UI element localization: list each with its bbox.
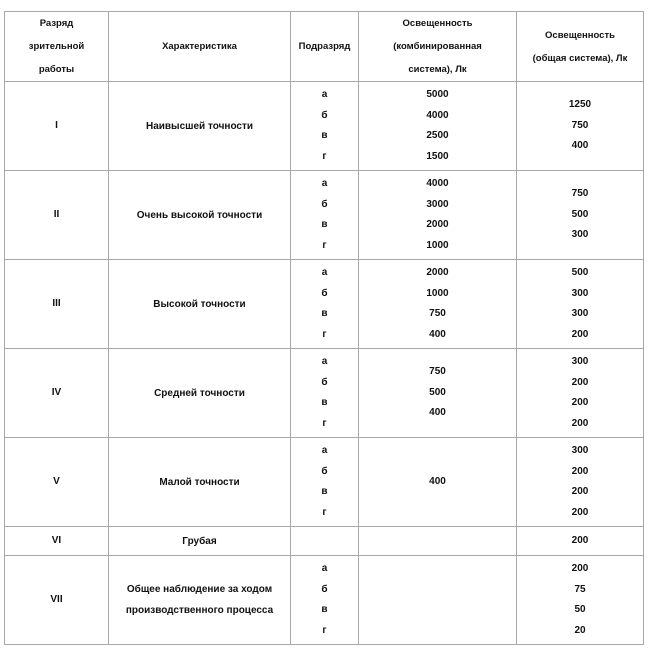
table-header: [5, 12, 644, 82]
general-illumination-cell-value: 200: [571, 465, 589, 477]
combined-illumination-cell: [359, 349, 517, 438]
table-body: [5, 82, 644, 645]
subgrade-cell: [291, 82, 359, 171]
general-illumination-cell-value: 200: [571, 563, 589, 574]
characteristic-cell-value: Очень высокой точности: [136, 209, 263, 221]
grade-cell: VI: [5, 527, 109, 556]
header-characteristic: [109, 12, 291, 82]
general-illumination-cell-value: 20: [574, 624, 586, 636]
subgrade-cell-value: б: [321, 287, 328, 299]
general-illumination-cell-value: 50: [574, 604, 586, 615]
general-illumination-cell-value: 200: [571, 328, 589, 340]
combined-illumination-cell: [359, 527, 517, 556]
grade-cell: II: [5, 171, 109, 260]
combined-illumination-cell-value: 2000: [426, 267, 449, 278]
header-general-illumination: [517, 12, 644, 82]
illumination-norms-table: [4, 11, 644, 645]
grade-cell: III: [5, 260, 109, 349]
general-illumination-cell-value: 400: [571, 140, 589, 152]
combined-illumination-cell-value: 400: [429, 328, 446, 340]
subgrade-cell-value: б: [321, 376, 328, 388]
subgrade-cell-value: в: [321, 486, 328, 497]
subgrade-cell-value: а: [321, 89, 328, 100]
characteristic-cell: [109, 171, 291, 260]
general-illumination-cell-value: 300: [571, 308, 589, 319]
subgrade-cell-value: а: [321, 563, 328, 574]
combined-illumination-cell-value: 4000: [426, 109, 449, 121]
subgrade-cell-value: а: [321, 178, 328, 189]
combined-illumination-cell-value: 1500: [426, 150, 449, 162]
general-illumination-cell-value: 750: [571, 188, 589, 200]
general-illumination-cell-value: 200: [571, 376, 589, 388]
grade-cell: V: [5, 438, 109, 527]
grade-cell: I: [5, 82, 109, 171]
characteristic-cell-value: Общее наблюдение за ходом: [126, 584, 273, 595]
subgrade-cell-value: а: [321, 356, 328, 367]
subgrade-cell-value: г: [322, 624, 327, 636]
subgrade-cell-value: б: [321, 198, 328, 210]
table-row: [5, 171, 644, 260]
general-illumination-cell-value: 500: [571, 267, 589, 278]
general-illumination-cell: [517, 438, 644, 527]
general-illumination-cell-value: 200: [571, 534, 589, 546]
header-line: (общая система), Лк: [532, 52, 628, 64]
subgrade-cell-value: в: [321, 308, 328, 319]
general-illumination-cell-value: 500: [571, 208, 589, 220]
header-line: Освещенность: [402, 18, 473, 29]
table-row: [5, 82, 644, 171]
header-line: Характеристика: [162, 41, 237, 52]
characteristic-cell-value: Высокой точности: [153, 298, 246, 310]
header-line: система), Лк: [408, 64, 467, 75]
subgrade-cell-value: г: [322, 506, 327, 518]
subgrade-cell: [291, 556, 359, 645]
grade-cell: IV: [5, 349, 109, 438]
combined-illumination-cell-value: 4000: [426, 178, 449, 189]
general-illumination-cell-value: 75: [574, 583, 586, 595]
combined-illumination-cell: [359, 260, 517, 349]
header-line: Подразряд: [298, 41, 351, 52]
header-line: Освещенность: [545, 29, 615, 41]
combined-illumination-cell-value: 2000: [426, 219, 449, 230]
general-illumination-cell-value: 200: [571, 397, 589, 408]
table-row: [5, 349, 644, 438]
table-row: [5, 260, 644, 349]
combined-illumination-cell-value: 750: [429, 308, 446, 319]
characteristic-cell: [109, 527, 291, 556]
combined-illumination-cell-value: 500: [429, 386, 446, 398]
subgrade-cell-value: г: [322, 150, 327, 162]
general-illumination-cell: [517, 556, 644, 645]
table-row: [5, 527, 644, 556]
combined-illumination-cell-value: 750: [429, 366, 446, 378]
table-row: [5, 438, 644, 527]
combined-illumination-cell: [359, 171, 517, 260]
combined-illumination-cell-value: 1000: [426, 287, 449, 299]
general-illumination-cell: [517, 82, 644, 171]
combined-illumination-cell-value: 400: [429, 407, 446, 419]
combined-illumination-cell-value: 1000: [426, 239, 449, 251]
combined-illumination-cell: [359, 438, 517, 527]
subgrade-cell-value: г: [322, 239, 327, 251]
subgrade-cell-value: г: [322, 328, 327, 340]
combined-illumination-cell-value: 2500: [426, 130, 449, 141]
table-row: [5, 556, 644, 645]
general-illumination-cell-value: 300: [571, 287, 589, 299]
general-illumination-cell: [517, 260, 644, 349]
general-illumination-cell: [517, 527, 644, 556]
subgrade-cell: [291, 260, 359, 349]
characteristic-cell: [109, 438, 291, 527]
subgrade-cell-value: в: [321, 130, 328, 141]
header-line: (комбинированная: [393, 41, 482, 52]
general-illumination-cell-value: 300: [571, 229, 589, 241]
subgrade-cell: [291, 349, 359, 438]
header-line: Разряд: [39, 18, 74, 29]
characteristic-cell-value: Грубая: [182, 535, 217, 547]
general-illumination-cell: [517, 349, 644, 438]
header-line: работы: [38, 64, 75, 75]
header-row: [5, 12, 644, 82]
characteristic-cell: [109, 260, 291, 349]
header-grade: [5, 12, 109, 82]
header-line: зрительной: [28, 41, 85, 52]
general-illumination-cell-value: 1250: [568, 99, 592, 111]
characteristic-cell-value: Средней точности: [154, 387, 245, 399]
combined-illumination-cell: [359, 556, 517, 645]
header-subgrade: [291, 12, 359, 82]
subgrade-cell-value: а: [321, 267, 328, 278]
subgrade-cell-value: в: [321, 604, 328, 615]
combined-illumination-cell: [359, 82, 517, 171]
characteristic-cell: [109, 556, 291, 645]
combined-illumination-cell-value: 400: [429, 475, 446, 487]
subgrade-cell-value: б: [321, 109, 328, 121]
general-illumination-cell-value: 300: [571, 445, 589, 456]
subgrade-cell-value: б: [321, 465, 328, 477]
subgrade-cell-value: б: [321, 583, 328, 595]
subgrade-cell-value: а: [321, 445, 328, 456]
characteristic-cell: [109, 82, 291, 171]
general-illumination-cell-value: 200: [571, 506, 589, 518]
subgrade-cell: [291, 171, 359, 260]
grade-cell: VII: [5, 556, 109, 645]
subgrade-cell-value: г: [322, 417, 327, 429]
subgrade-cell-value: в: [321, 219, 328, 230]
general-illumination-cell-value: 200: [571, 486, 589, 497]
general-illumination-cell-value: 200: [571, 417, 589, 429]
header-combined-illumination: [359, 12, 517, 82]
subgrade-cell-value: в: [321, 397, 328, 408]
general-illumination-cell-value: 300: [571, 356, 589, 367]
subgrade-cell: [291, 438, 359, 527]
characteristic-cell-value: производственного процесса: [125, 605, 274, 616]
characteristic-cell: [109, 349, 291, 438]
combined-illumination-cell-value: 3000: [426, 198, 449, 210]
characteristic-cell-value: Наивысшей точности: [145, 120, 254, 132]
general-illumination-cell: [517, 171, 644, 260]
subgrade-cell: [291, 527, 359, 556]
combined-illumination-cell-value: 5000: [426, 89, 449, 100]
general-illumination-cell-value: 750: [571, 119, 589, 131]
characteristic-cell-value: Малой точности: [159, 476, 240, 488]
